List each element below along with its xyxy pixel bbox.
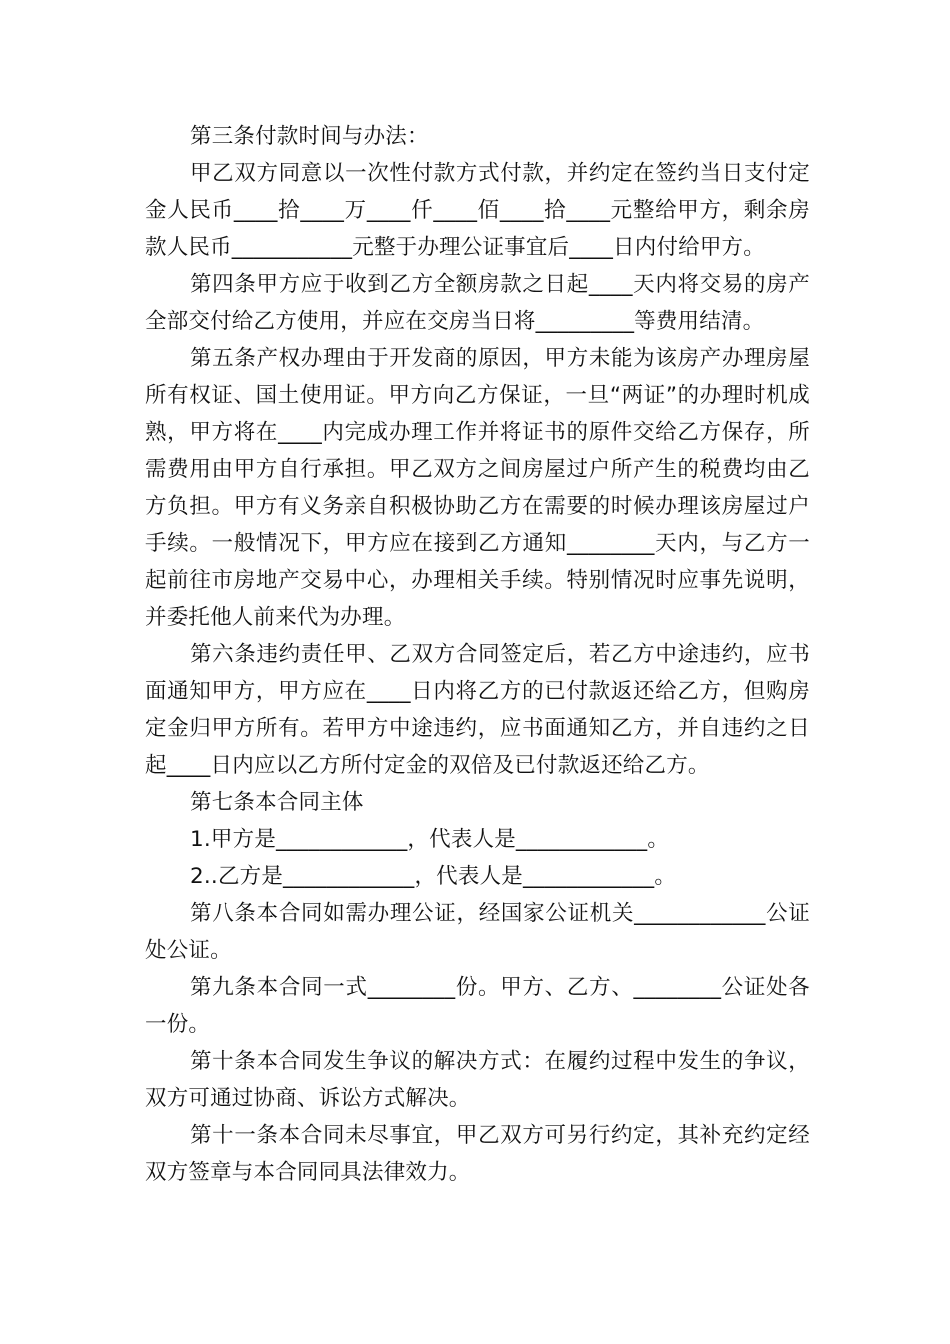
paragraph-article-3-heading: 第三条付款时间与办法： [190, 124, 429, 149]
paragraph-article-8: 第八条本合同如需办理公证，经国家公证机关____________公证处公证。 [145, 901, 810, 963]
paragraph-article-6: 第六条违约责任甲、乙双方合同签定后，若乙方中途违约，应书面通知甲方，甲方应在____日内将乙方的已付款返还给乙方，但购房定金归甲方所有。若甲方中途违约，应书面通知乙方，并自违约之日起____日内应以乙方所付定金的双倍及已付款返还给乙方。 [145, 642, 810, 778]
paragraph-article-11: 第十一条本合同未尽事宜，甲乙双方可另行约定，其补充约定经双方签章与本合同同具法律效力。 [145, 1123, 810, 1185]
paragraph-article-10: 第十条本合同发生争议的解决方式：在履约过程中发生的争议，双方可通过协商、诉讼方式解决。 [145, 1049, 810, 1111]
document-body [145, 118, 810, 1191]
paragraph-article-9: 第九条本合同一式________份。甲方、乙方、________公证处各一份。 [145, 975, 810, 1037]
paragraph-article-7-party-b: 2..乙方是____________，代表人是____________。 [190, 864, 677, 889]
paragraph-article-5: 第五条产权办理由于开发商的原因，甲方未能为该房产办理房屋所有权证、国土使用证。甲方向乙方保证，一旦“两证”的办理时机成熟，甲方将在____内完成办理工作并将证书的原件交给乙方保存，所需费用由甲方自行承担。甲乙双方之间房屋过户所产生的税费均由乙方负担。甲方有义务亲自积极协助乙方在需要的时候办理该房屋过户手续。一般情况下，甲方应在接到乙方通知________天内，与乙方一起前往市房地产交易中心，办理相关手续。特别情况时应事先说明，并委托他人前来代为办理。 [145, 346, 810, 630]
paragraph-article-7-heading: 第七条本合同主体 [190, 790, 364, 815]
paragraph-article-4: 第四条甲方应于收到乙方全额房款之日起____天内将交易的房产全部交付给乙方使用，并应在交房当日将_________等费用结清。 [145, 272, 810, 334]
paragraph-article-7-party-a: 1.甲方是____________，代表人是____________。 [190, 827, 670, 852]
paragraph-article-3-body: 甲乙双方同意以一次性付款方式付款，并约定在签约当日支付定金人民币____拾____万____仟____佰____拾____元整给甲方，剩余房款人民币___________元整于办理公证事宜后____日内付给甲方。 [145, 161, 810, 260]
